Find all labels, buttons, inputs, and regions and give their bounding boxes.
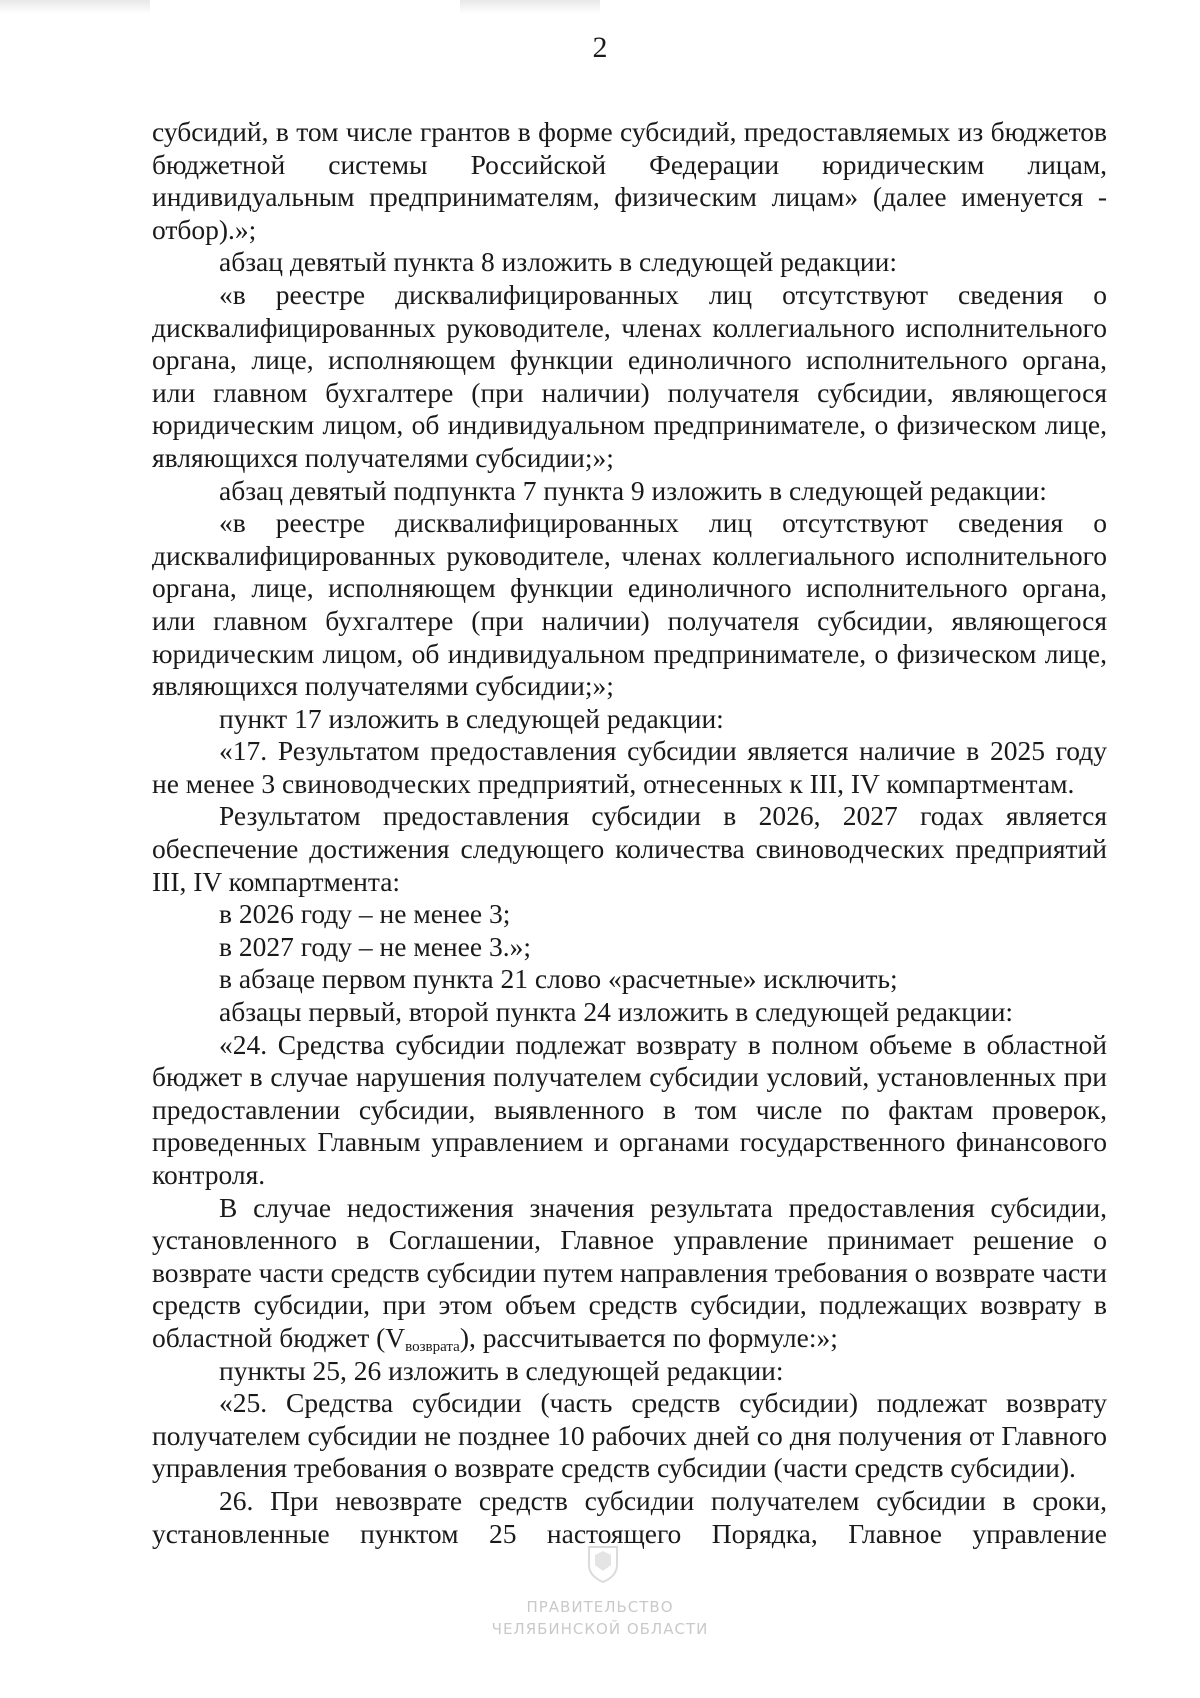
paragraph: в 2026 году – не менее 3;: [219, 898, 511, 930]
paragraph: абзац девятый подпункта 7 пункта 9 изложить в следующей редакции:: [219, 474, 1047, 506]
paragraph: «25. Средства субсидии (часть средств субсидии) подлежат возврату получателем субсидии не позднее 10 рабочих дней со дня получения от Главного управления требования о возврате средств субсидии (части средств субсидии).: [152, 1387, 1107, 1484]
document-body: [152, 116, 1107, 1550]
paragraph: «17. Результатом предоставления субсидии является наличие в 2025 году не менее 3 свиноводческих предприятий, отнесенных к III, IV компартментам.: [152, 735, 1107, 799]
watermark-line: ЧЕЛЯБИНСКОЙ ОБЛАСТИ: [491, 1620, 709, 1638]
page-number: 2: [592, 31, 608, 64]
formula-paragraph-tail: ), рассчитывается по формуле:»;: [459, 1321, 838, 1353]
paragraph: в 2027 году – не менее 3.»;: [219, 930, 531, 962]
paragraph: пункты 25, 26 изложить в следующей редакции:: [219, 1354, 784, 1386]
paragraph: «24. Средства субсидии подлежат возврату в полном объеме в областной бюджет в случае нарушения получателем субсидии условий, установленных при предоставлении субсидии, выявленного в том числе по фактам проверок, проведенных Главным управлением и органами государственного финансового контроля.: [152, 1028, 1107, 1190]
paragraph: пункт 17 изложить в следующей редакции:: [219, 702, 724, 734]
paragraph: субсидий, в том числе грантов в форме субсидий, предоставляемых из бюджетов бюджетной системы Российской Федерации юридическим лицам, индивидуальным предпринимателям, физическим лицам» (далее именуется - отбор).»;: [152, 116, 1107, 245]
paragraph: абзац девятый пункта 8 изложить в следующей редакции:: [219, 246, 898, 278]
scan-artifact: [460, 0, 600, 14]
formula-paragraph-text: В случае недостижения значения результата предоставления субсидии, установленного в Соглашении, Главное управление принимает решение о возврате части средств субсидии путем направления требования о возврате части средств субсидии, при этом объем средств субсидии, подлежащих возврату в областной бюджет (V: [152, 1191, 1107, 1353]
paragraph: «в реестре дисквалифицированных лиц отсутствуют сведения о дисквалифицированных руководителе, членах коллегиального исполнительного органа, лице, исполняющем функции единоличного исполнительного органа, или главном бухгалтере (при наличии) получателя субсидии, являющегося юридическим лицом, об индивидуальном предпринимателе, о физическом лице, являющихся получателями субсидии;»;: [152, 507, 1107, 702]
paragraph: «в реестре дисквалифицированных лиц отсутствуют сведения о дисквалифицированных руководителе, членах коллегиального исполнительного органа, лице, исполняющем функции единоличного исполнительного органа, или главном бухгалтере (при наличии) получателя субсидии, являющегося юридическим лицом, об индивидуальном предпринимателе, о физическом лице, являющихся получателями субсидии;»;: [152, 278, 1107, 473]
emblem-watermark-icon: [585, 1543, 621, 1583]
paragraph: 26. При невозврате средств субсидии получателем субсидии в сроки, установленные пунктом 25 настоящего Порядка, Главное управление: [152, 1484, 1107, 1549]
paragraph: абзацы первый, второй пункта 24 изложить в следующей редакции:: [219, 996, 1014, 1028]
v-return-subscript: возврата: [405, 1338, 460, 1355]
paragraph: в абзаце первом пункта 21 слово «расчетные» исключить;: [219, 963, 898, 995]
watermark-line: ПРАВИТЕЛЬСТВО: [526, 1598, 674, 1616]
scan-artifact: [0, 0, 150, 14]
formula-paragraph: [152, 1192, 1107, 1355]
paragraph: Результатом предоставления субсидии в 2026, 2027 годах является обеспечение достижения следующего количества свиноводческих предприятий III, IV компартмента:: [152, 800, 1107, 897]
